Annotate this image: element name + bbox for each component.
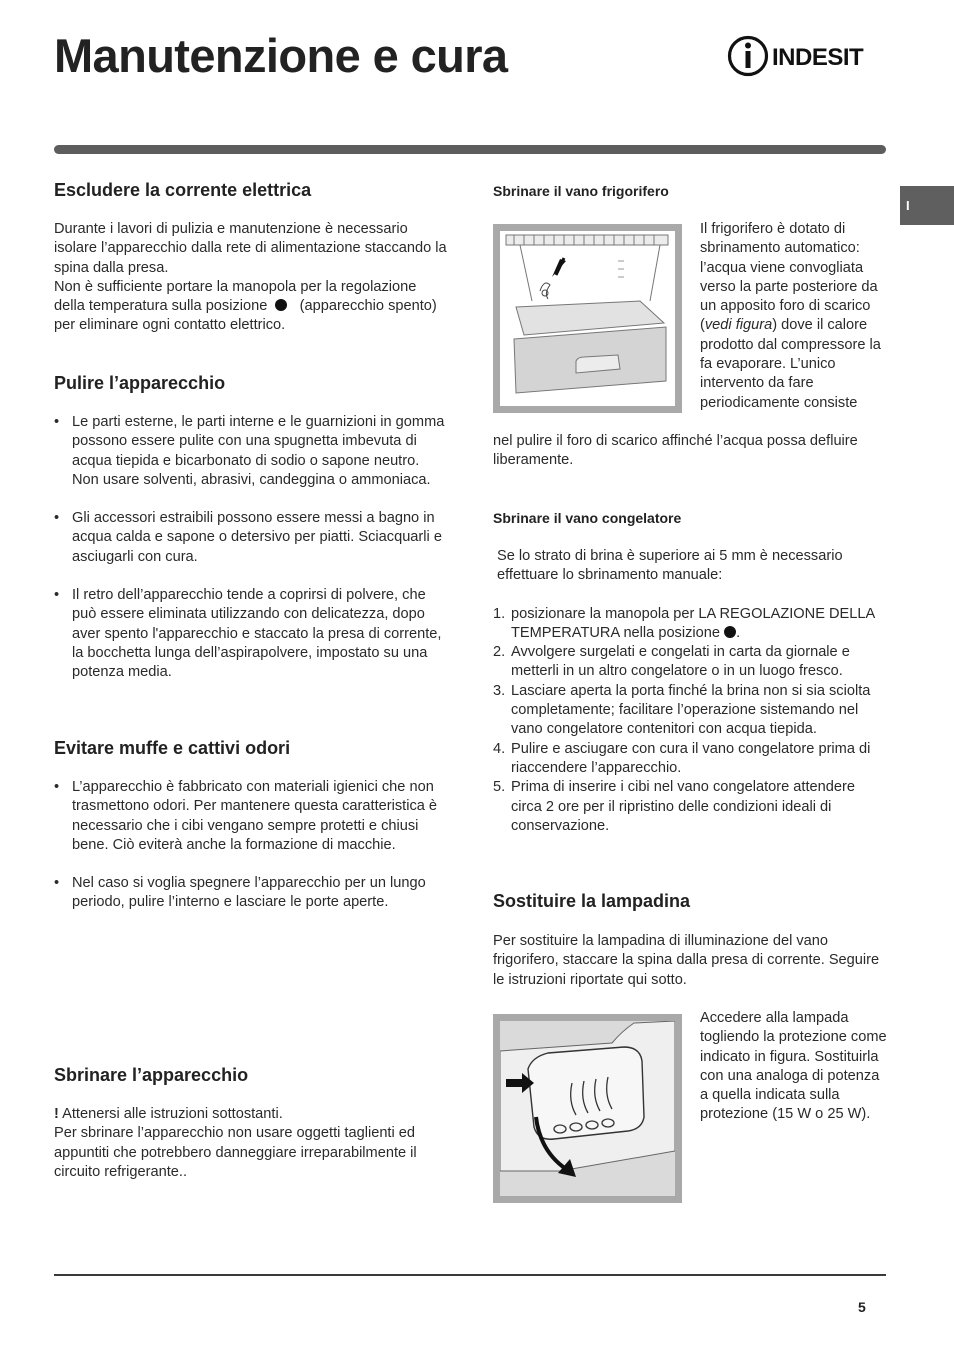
congelatore-intro: Se lo strato di brina è superiore ai 5 mm è necessario effettuare lo sbrinamento manuale: — [497, 548, 843, 584]
list-item: • Gli accessori estraibili possono essere messi a bagno in acqua calda e sapone o detersivo per piatti. Sciacquarli e asciugarli con cura. — [54, 509, 450, 567]
section-evitare-body — [54, 778, 450, 913]
fridge-interior-illustration — [500, 231, 675, 406]
section-escludere-body — [54, 220, 450, 336]
lampadina-paragraph: Per sostituire la lampadina di illuminazione del vano frigorifero, staccare la spina dalla presa di corrente. Seguire le istruzioni riportate qui sotto. — [493, 933, 880, 988]
lamp-cover-illustration — [500, 1021, 675, 1196]
brand-wordmark: INDESIT — [772, 44, 864, 71]
off-position-dot-icon — [724, 626, 736, 638]
defrost-drain-figure — [493, 224, 682, 413]
top-rule — [54, 145, 886, 154]
list-item: • Il retro dell’apparecchio tende a coprirsi di polvere, che può essere eliminata utilizzando con delicatezza, dopo aver spento l'apparecchio e staccato la presa di corrente, la bocchetta lunga dell’aspirapolvere, impostato su una potenza media. — [54, 586, 450, 682]
heading-pulire: Pulire l’apparecchio — [54, 373, 226, 393]
language-tab-label: I — [906, 198, 910, 213]
lampadina-side-text: Accedere alla lampada togliendo la protezione come indicato in figura. Sostituirla con una analoga di potenza a quella indicata sulla protezione (15 W o 25 W). — [700, 1010, 887, 1123]
language-tab — [900, 186, 954, 225]
frigorifero-side-text: Il frigorifero è dotato di sbrinamento automatico: l’acqua viene convogliata verso la parte posteriore da un apposito foro di scarico (vedi figura) dove il calore prodotto dal compressore la fa evaporare. L’unico intervento da fare periodicamente consiste — [700, 221, 881, 411]
heading-sbrinare-frigorifero: Sbrinare il vano frigorifero — [493, 183, 669, 199]
lamp-cover-figure — [493, 1014, 682, 1203]
list-item: 2. Avvolgere surgelati e congelati in carta da giornale e metterli in un altro congelatore o in un luogo fresco. — [493, 644, 850, 680]
list-item: 3. Lasciare aperta la porta finché la brina non si sia sciolta completamente; facilitare l’operazione sistemando nel vano congelatore contenitori con acqua tiepida. — [493, 682, 871, 738]
list-item: • Le parti esterne, le parti interne e le guarnizioni in gomma possono essere pulite con una spugnetta imbevuta di acqua tiepida e bicarbonato di sodio o sapone neutro. Non usare solventi, abrasivi, candeggina o ammoniaca. — [54, 413, 450, 490]
heading-sbrinare-apparecchio: Sbrinare l’apparecchio — [54, 1065, 249, 1085]
warning-mark-icon: ! — [54, 1106, 59, 1122]
off-position-dot-icon — [275, 299, 287, 311]
frigorifero-continuation: nel pulire il foro di scarico affinché l’acqua possa defluire liberamente. — [493, 433, 858, 469]
warning-line: ! Attenersi alle istruzioni sottostanti. — [54, 1106, 283, 1122]
figure-reference: vedi figura — [704, 317, 773, 334]
page-number: 5 — [858, 1299, 866, 1315]
section-pulire-body — [54, 413, 450, 683]
heading-escludere: Escludere la corrente elettrica — [54, 180, 312, 200]
heading-sostituire-lampadina: Sostituire la lampadina — [493, 891, 691, 911]
heading-sbrinare-congelatore: Sbrinare il vano congelatore — [493, 510, 682, 526]
list-item: 1. posizionare la manopola per LA REGOLAZIONE DELLA TEMPERATURA nella posizione . — [493, 605, 875, 641]
bottom-rule — [54, 1274, 886, 1276]
escludere-paragraph-1: Durante i lavori di pulizia e manutenzione è necessario isolare l’apparecchio dalla rete di alimentazione staccando la spina dalla presa. — [54, 221, 447, 276]
sbrinare-paragraph: Per sbrinare l’apparecchio non usare oggetti taglienti ed appuntiti che potrebbero danneggiare irreparabilmente il circuito refrigerante.. — [54, 1125, 417, 1180]
heading-evitare-muffe: Evitare muffe e cattivi odori — [54, 738, 291, 758]
indesit-logo — [726, 34, 888, 78]
congelatore-body — [493, 547, 886, 836]
list-item: 4. Pulire e asciugare con cura il vano congelatore prima di riaccendere l’apparecchio. — [493, 740, 871, 776]
escludere-paragraph-2: Non è sufficiente portare la manopola per la regolazione della temperatura sulla posizione (apparecchio spento) per eliminare ogni contatto elettrico. — [54, 278, 437, 334]
section-sbrinare-body — [54, 1105, 454, 1182]
page-title: Manutenzione e cura — [54, 29, 508, 82]
list-item: 5. Prima di inserire i cibi nel vano congelatore attendere circa 2 ore per il ripristino delle condizioni ideali di conservazione. — [493, 779, 855, 834]
list-item: • Nel caso si voglia spegnere l’apparecchio per un lungo periodo, pulire l’interno e lasciare le porte aperte. — [54, 874, 450, 913]
list-item: • L’apparecchio è fabbricato con materiali igienici che non trasmettono odori. Per mantenere questa caratteristica è necessario che i cibi vengano sempre protetti e chiusi bene. Ciò eviterà anche la formazione di macchie. — [54, 778, 450, 855]
